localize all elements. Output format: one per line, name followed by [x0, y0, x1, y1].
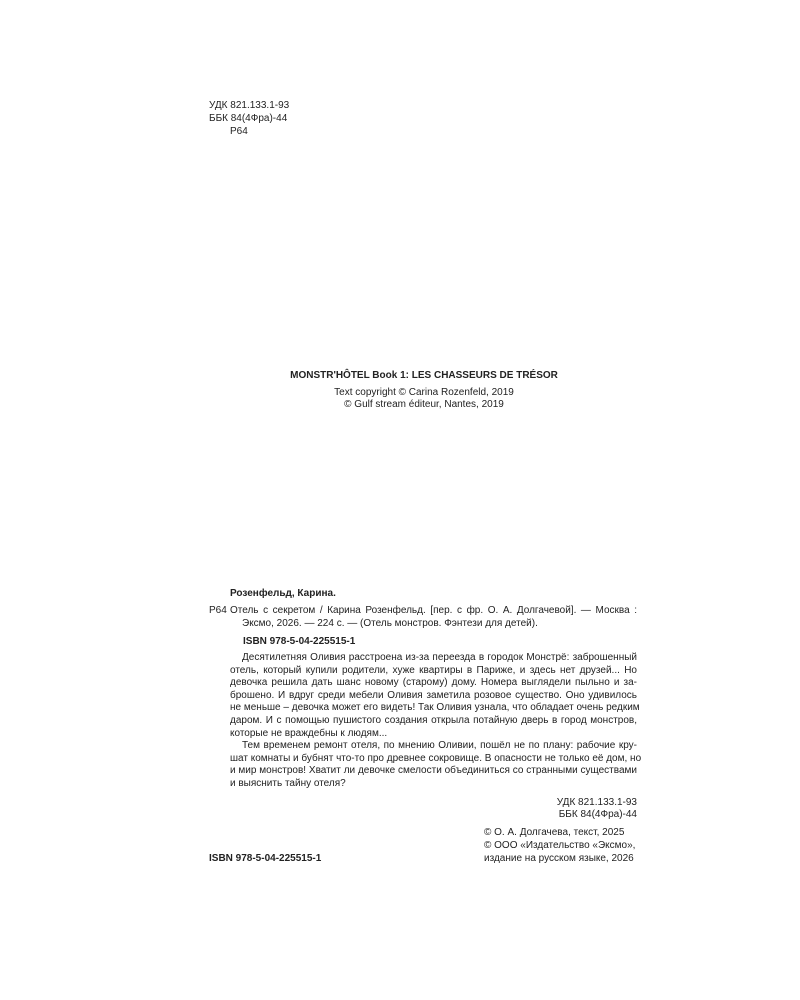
annotation-line: отель, который купили родители, хуже квартиры в Париже, и здесь нет друзей... Но	[230, 664, 637, 676]
annotation-line: даром. И с помощью пушистого создания открыла потайную дверь в город монстров,	[230, 714, 637, 726]
annotation-paragraph-1	[230, 652, 640, 740]
udk-code-bottom: УДК 821.133.1-93	[556, 797, 637, 808]
annotation-line: девочка решила дать шанс новому (старому) дому. Номера выглядели пыльно и за-	[230, 677, 637, 689]
annotation-line: Тем временем ремонт отеля, по мнению Оливии, пошёл не по плану: рабочие кру-	[242, 740, 637, 751]
original-copyright-text: Text copyright © Carina Rozenfeld, 2019	[334, 387, 514, 398]
bbk-code-bottom: ББК 84(4Фра)-44	[558, 809, 637, 820]
annotation-line: не меньше – девочка может его видеть! Так Оливия узнала, что обладает очень редким	[230, 702, 640, 714]
annotation-line: и выяснить тайну отеля?	[230, 777, 346, 789]
annotation-line: и мир монстров! Хватит ли девочке смелости объединиться со странными существами	[230, 765, 637, 777]
catalog-description-line: Отель с секретом / Карина Розенфельд. [пер. с фр. О. А. Долгачевой]. — Москва :	[230, 605, 637, 616]
catalog-description-line: Эксмо, 2026. — 224 с. — (Отель монстров. Фэнтези для детей).	[242, 617, 538, 629]
author-mark-top: Р64	[230, 126, 248, 137]
rights-publisher-line-2: издание на русском языке, 2026	[484, 853, 634, 864]
annotation-line: шат комнаты и бубнят что-то про древнее сокровище. В опасности не только её дом, но	[230, 752, 642, 764]
catalog-description	[230, 605, 637, 630]
annotation-line: Десятилетняя Оливия расстроена из-за переезда в городок Монстрё: заброшенный	[242, 652, 637, 663]
original-copyright-publisher: © Gulf stream éditeur, Nantes, 2019	[344, 399, 504, 410]
bottom-isbn: ISBN 978-5-04-225515-1	[209, 853, 322, 864]
catalog-mark: Р64	[209, 605, 227, 616]
original-title: MONSTR'HÔTEL Book 1: LES CHASSEURS DE TRÉSOR	[290, 370, 558, 381]
annotation-line: которые не враждебны к людям...	[230, 727, 388, 739]
bbk-code-top: ББК 84(4Фра)-44	[209, 113, 288, 124]
udk-code-top: УДК 821.133.1-93	[209, 100, 290, 111]
catalog-isbn: ISBN 978-5-04-225515-1	[243, 636, 356, 647]
rights-translation: © О. А. Долгачева, текст, 2025	[484, 827, 625, 838]
annotation-line: брошено. И вдруг среди мебели Оливия заметила розовое существо. Оно удивилось	[230, 689, 637, 701]
catalog-author: Розенфельд, Карина.	[230, 588, 336, 599]
annotation-paragraph-2	[230, 740, 642, 790]
rights-publisher-line-1: © ООО «Издательство «Эксмо»,	[484, 840, 636, 851]
